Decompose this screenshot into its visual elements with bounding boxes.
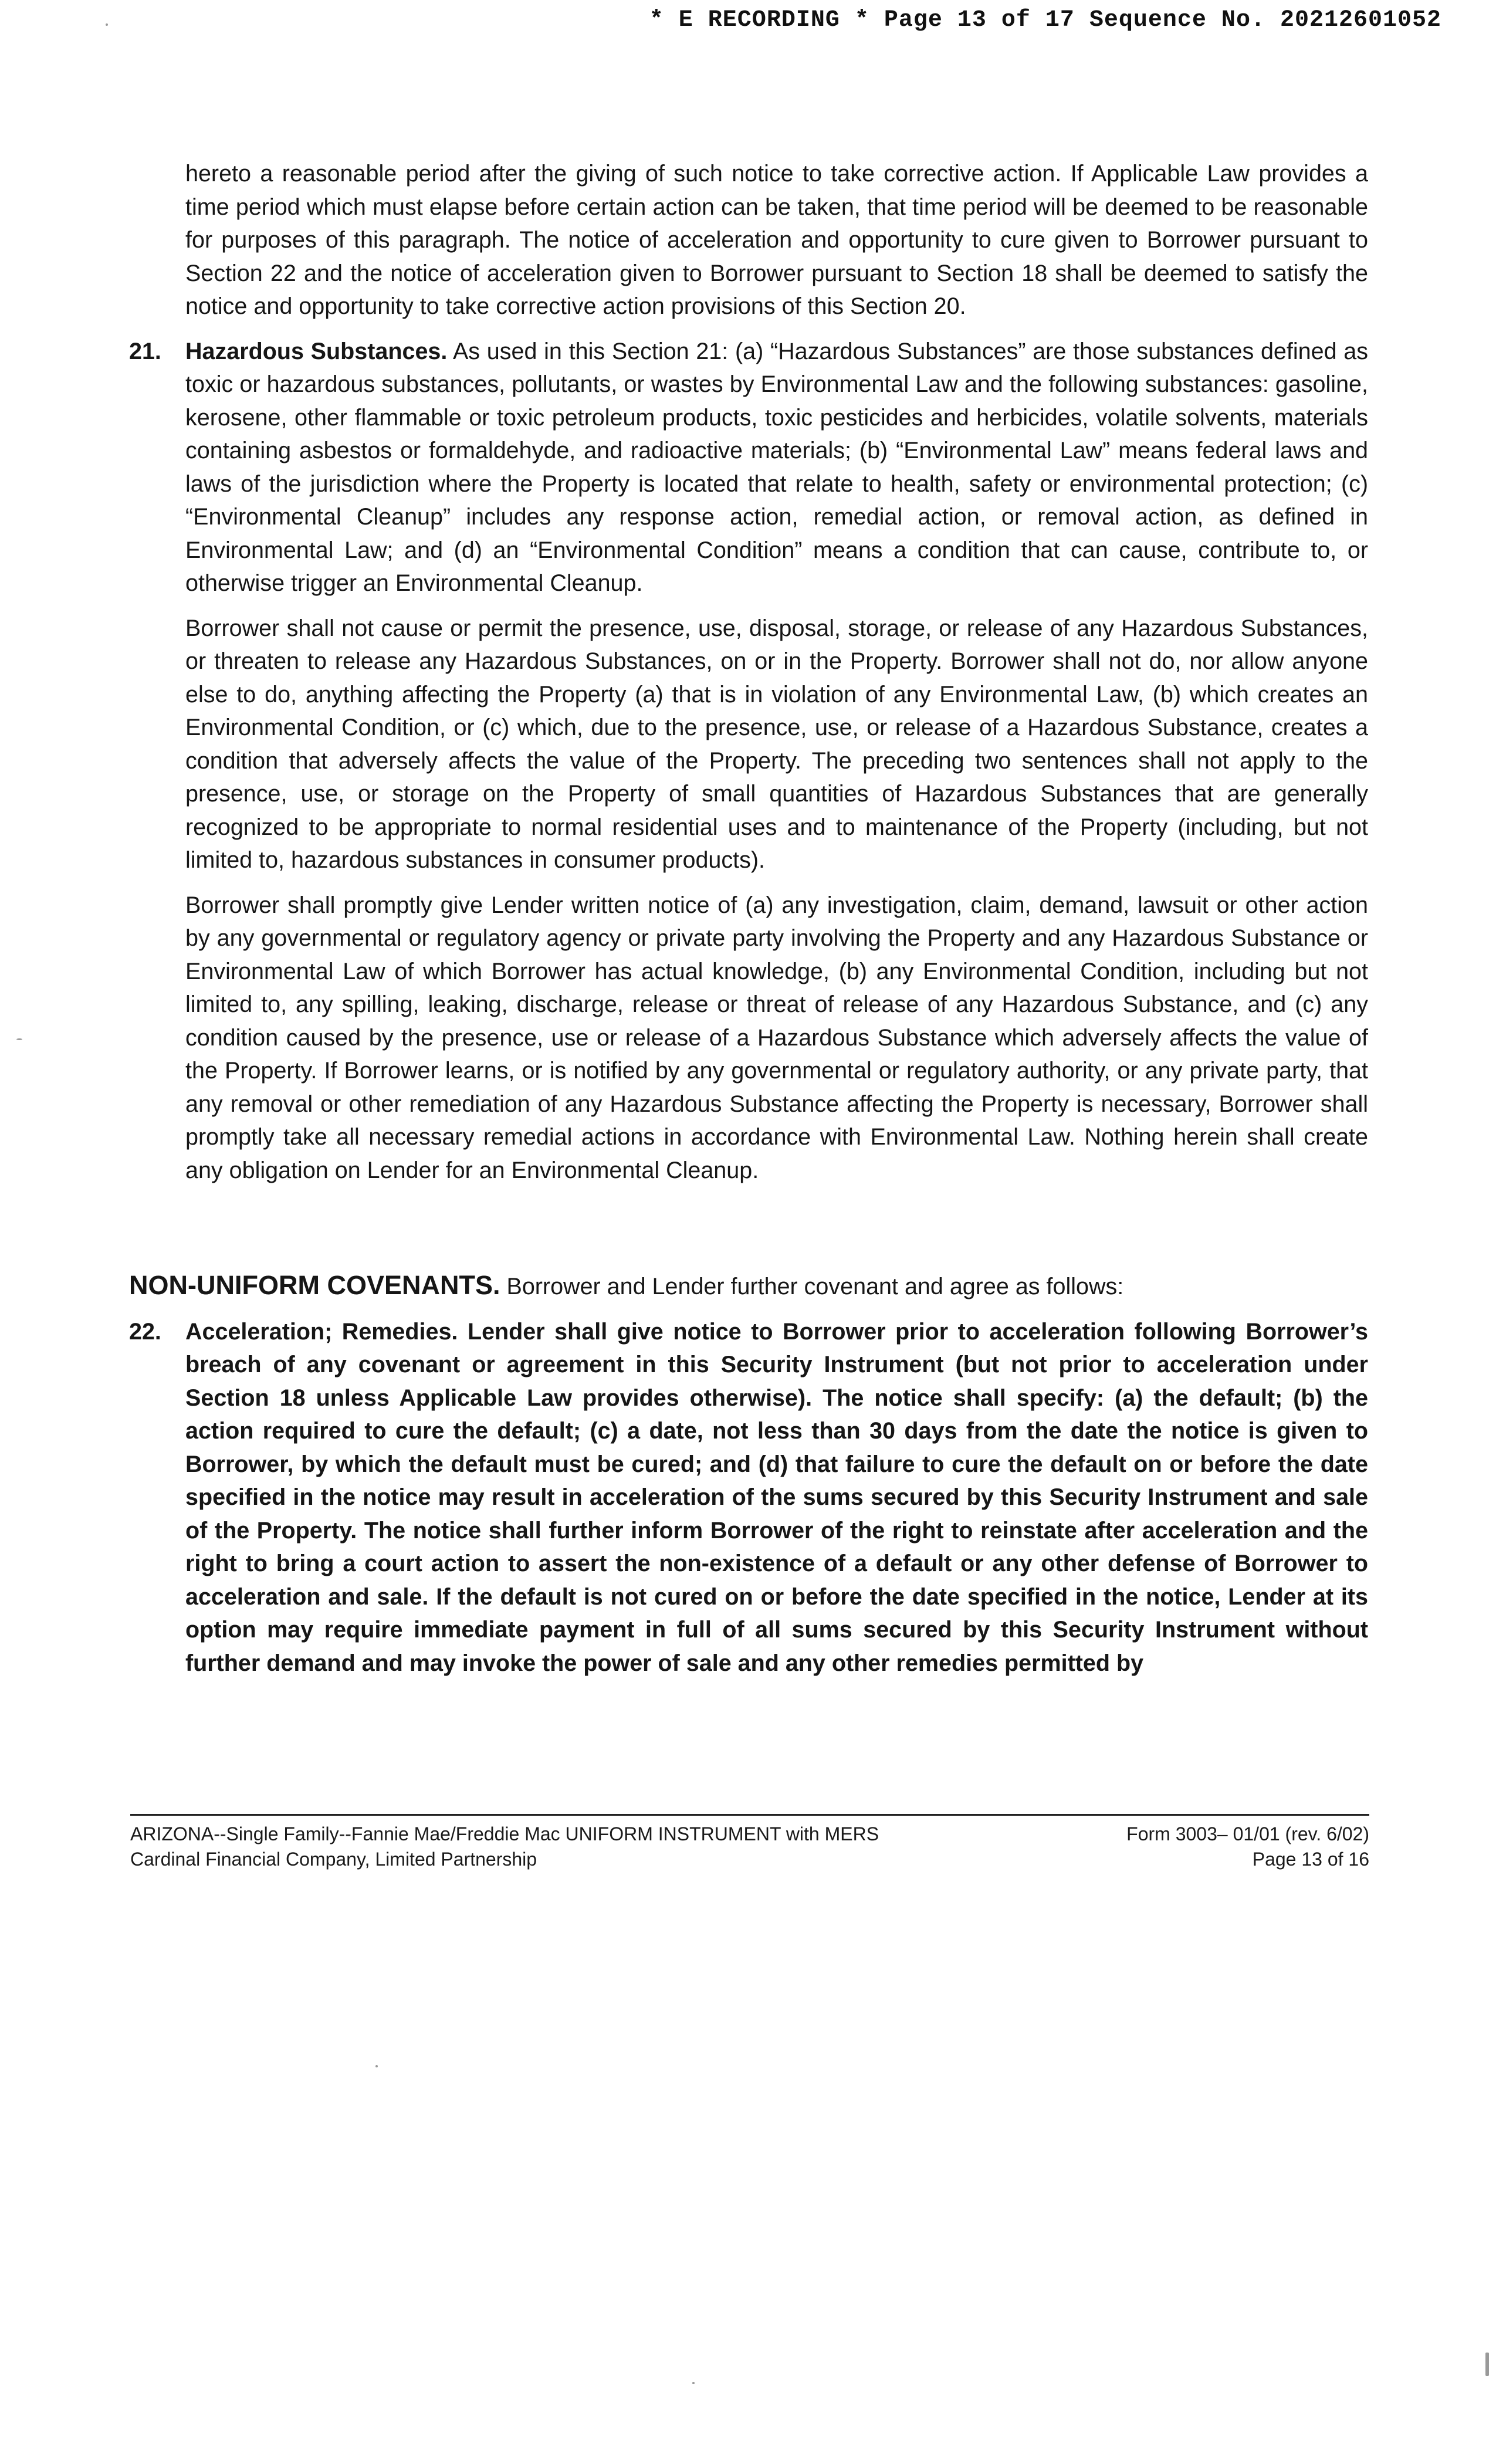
footer-row-1: [130, 1822, 1369, 1847]
non-uniform-covenants: [129, 1269, 1368, 1304]
scan-speck: [375, 2065, 378, 2067]
scan-speck: [1485, 2353, 1489, 2376]
recording-stamp: * E RECORDING * Page 13 of 17 Sequence No. 20212601052: [649, 7, 1441, 33]
non-uniform-text: Borrower and Lender further covenant and agree as follows:: [506, 1274, 1124, 1299]
document-body: [129, 157, 1368, 1680]
spacer: [129, 1199, 1368, 1269]
section-20-continuation: hereto a reasonable period after the giving of such notice to take corrective action. If Applicable Law provides a time period which must elapse before certain action can be taken, that time period will be deemed to be reasonable for purposes of this paragraph. The notice of acceleration and opportunity to cure given to Borrower pursuant to Section 22 and the notice of acceleration given to Borrower pursuant to Section 18 shall be deemed to satisfy the notice and opportunity to take corrective action provisions of this Section 20.: [185, 161, 1368, 319]
section-21-text: As used in this Section 21: (a) “Hazardous Substances” are those substances defined as toxic or hazardous substances, pollutants, or wastes by Environmental Law and the following substances: gasoline, kerosene, other flammable or toxic petroleum products, toxic pesticides and herbicides, volatile solvents, materials containing asbestos or formaldehyde, and radioactive materials; (b) “Environmental Law” means federal laws and laws of the jurisdiction where the Property is located that relate to health, safety or environmental protection; (c) “Environmental Cleanup” includes any response action, remedial action, or removal action, as defined in Environmental Law; and (d) an “Environmental Condition” means a condition that can cause, contribute to, or otherwise trigger an Environmental Cleanup.: [185, 338, 1368, 596]
non-uniform-title: NON-UNIFORM COVENANTS.: [129, 1270, 500, 1300]
footer-page-number: Page 13 of 16: [1252, 1849, 1369, 1870]
section-22: [129, 1315, 1368, 1680]
scan-speck: [16, 1038, 22, 1040]
footer-form-title: ARIZONA--Single Family--Fannie Mae/Freddie Mac UNIFORM INSTRUMENT with MERS: [130, 1823, 879, 1844]
section-22-text: Acceleration; Remedies. Lender shall give notice to Borrower prior to acceleration following Borrower’s breach of any covenant or agreement in this Security Instrument (but not prior to acceleration under Section 18 unless Applicable Law provides otherwise). The notice shall specify: (a) the default; (b) the action required to cure the default; (c) a date, not less than 30 days from the date the notice is given to Borrower, by which the default must be cured; and (d) that failure to cure the default on or before the date specified in the notice may result in acceleration of the sums secured by this Security Instrument and sale of the Property. The notice shall further inform Borrower of the right to reinstate after acceleration and the right to bring a court action to assert the non-existence of a default or any other defense of Borrower to acceleration and sale. If the default is not cured on or before the date specified in the notice, Lender at its option may require immediate payment in full of all sums secured by this Security Instrument without further demand and may invoke the power of sale and any other remedies permitted by: [185, 1318, 1368, 1676]
section-21: [129, 335, 1368, 600]
section-22-number: 22.: [129, 1318, 161, 1345]
section-21-paragraph-3: Borrower shall promptly give Lender written notice of (a) any investigation, claim, demand, lawsuit or other action by any governmental or regulatory agency or private party involving the Property and any Hazardous Substance or Environmental Law of which Borrower has actual knowledge, (b) any Environmental Condition, including but not limited to, any spilling, leaking, discharge, release or threat of release of any Hazardous Substance, and (c) any condition caused by the presence, use or release of a Hazardous Substance which adversely affects the value of the Property. If Borrower learns, or is notified by any governmental or regulatory authority, or any private party, that any removal or other remediation of any Hazardous Substance affecting the Property is necessary, Borrower shall promptly take all necessary remedial actions in accordance with Environmental Law. Nothing herein shall create any obligation on Lender for an Environmental Cleanup.: [185, 892, 1368, 1183]
section-21-title: Hazardous Substances.: [185, 338, 448, 364]
footer-form-number: Form 3003– 01/01 (rev. 6/02): [1126, 1823, 1369, 1844]
section-21-number: 21.: [129, 338, 161, 364]
scan-speck: [692, 2382, 695, 2384]
page-footer: [130, 1814, 1369, 1872]
scan-speck: [106, 23, 108, 26]
section-21-body: [185, 335, 1368, 600]
section-21-paragraph-2: Borrower shall not cause or permit the presence, use, disposal, storage, or release of any Hazardous Substances, or threaten to release any Hazardous Substances, on or in the Property. Borrower shall not do, nor allow anyone else to do, anything affecting the Property (a) that is in violation of any Environmental Law, (b) which creates an Environmental Condition, or (c) which, due to the presence, use, or release of a Hazardous Substance, creates a condition that adversely affects the value of the Property. The preceding two sentences shall not apply to the presence, use, or storage on the Property of small quantities of Hazardous Substances that are generally recognized to be appropriate to normal residential uses and to maintenance of the Property (including, but not limited to, hazardous substances in consumer products).: [185, 615, 1368, 873]
footer-row-2: [130, 1847, 1369, 1872]
footer-lender: Cardinal Financial Company, Limited Partnership: [130, 1849, 537, 1870]
